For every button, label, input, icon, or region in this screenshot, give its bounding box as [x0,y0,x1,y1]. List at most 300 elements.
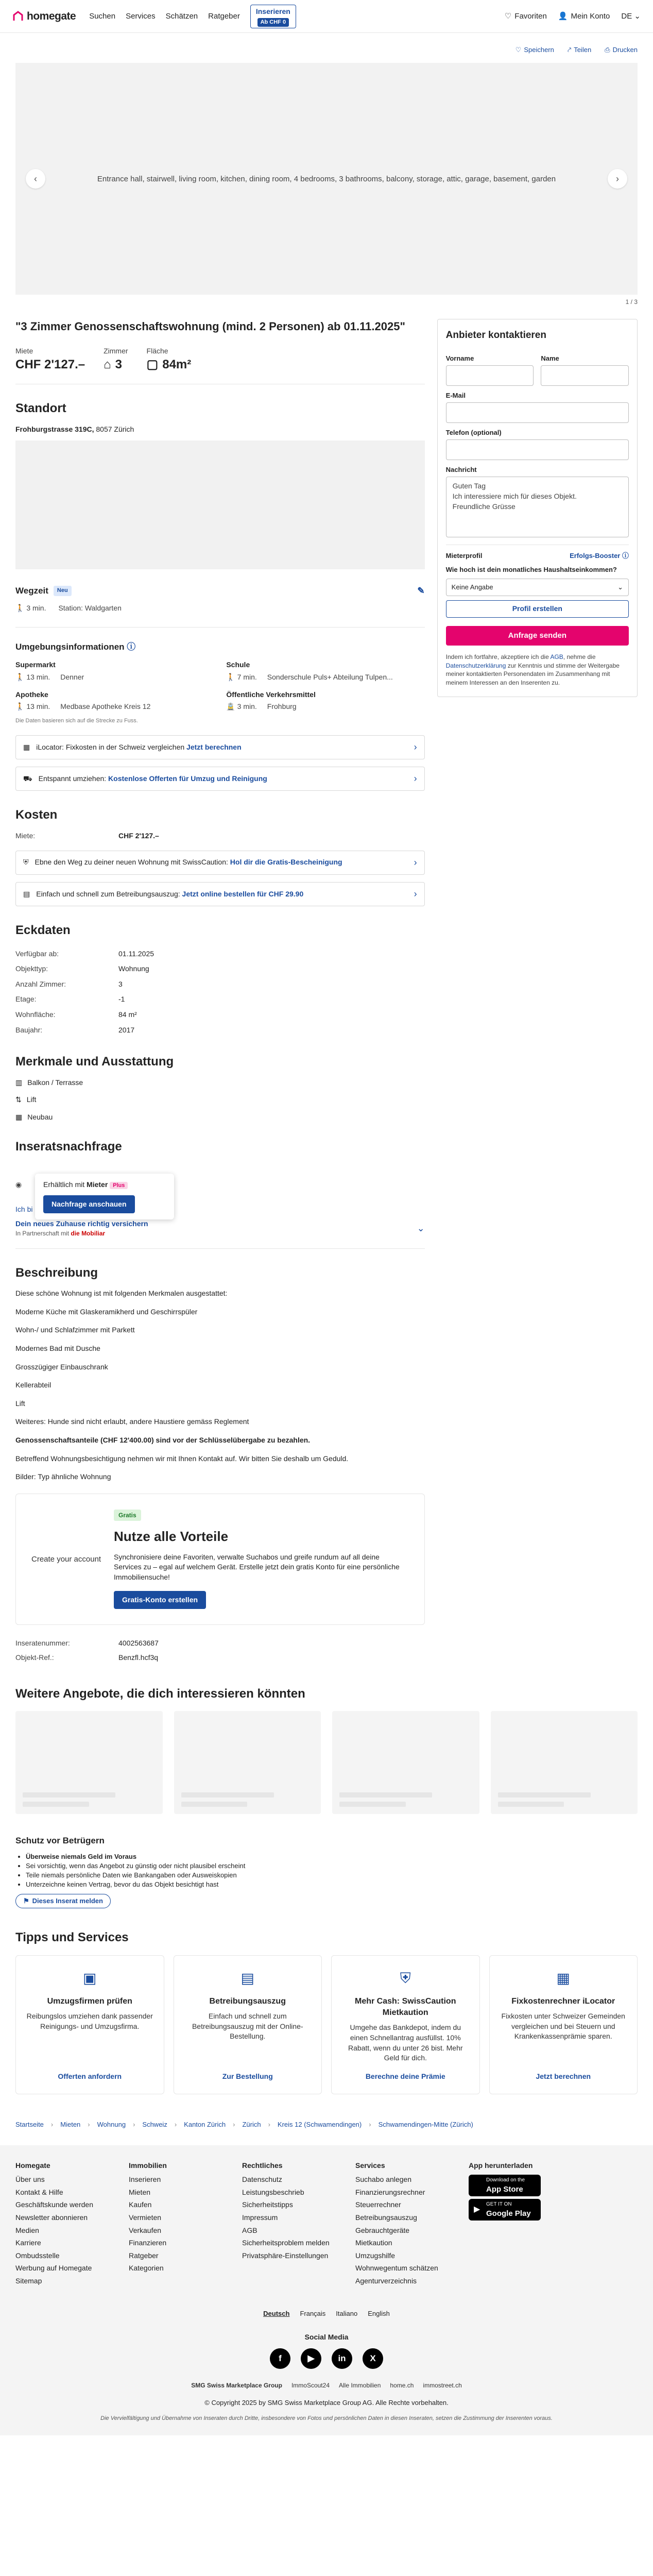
description-line: Grosszügiger Einbauschrank [15,1362,108,1371]
tip-text: Einfach und schnell zum Betreibungsauszug mit der Online-Bestellung. [192,2011,303,2041]
email-label: E-Mail [445,391,466,399]
env-time-value: 13 min. [26,672,50,681]
footer-col-heading: Immobilien [129,2161,167,2170]
env-item-time [15,672,50,683]
promo-link: Jetzt online bestellen für CHF 29.90 [182,889,304,898]
facts-row [15,946,425,962]
income-select[interactable] [446,579,629,596]
env-item [15,660,214,682]
mobiliar-sub-text: In Partnerschaft mit [15,1229,70,1237]
fraud-tip: • Unterzeichne keinen Vertrag, bevor du das Objekt besichtigt hast [26,1880,638,1889]
facts-table [15,946,425,1038]
breadcrumb-separator: › [369,2121,371,2129]
footer [0,2145,653,2435]
footer-link[interactable]: Karriere [15,2239,41,2247]
gallery-caption: Entrance hall, stairwell, living room, kitchen, dining room, 4 bedrooms, 3 bathrooms, balcony, storage, attic, garage, basement, garden [97,174,556,183]
env-time-value: 13 min. [26,702,50,711]
footer-link[interactable]: Inserieren [129,2175,161,2184]
promo-betreibung[interactable] [15,882,425,906]
lang-fr[interactable]: Français [300,2310,326,2318]
lang-en[interactable]: English [368,2310,390,2318]
promo-text [39,774,267,784]
listing-title: "3 Zimmer Genossenschaftswohnung (mind. 2 Personen) ab 01.11.2025" [15,319,405,333]
inquiry-popover [35,1174,174,1219]
chevron-left-icon: ‹ [34,173,37,184]
tips-heading: Tipps und Services [15,1930,129,1944]
booster-link[interactable] [570,551,629,561]
breadcrumb-separator: › [133,2121,135,2129]
description-line: Weiteres: Hunde sind nicht erlaubt, andere Haustiere gemäss Reglement [15,1417,249,1426]
footer-col-apps [469,2161,561,2289]
footer-col-homegate [15,2161,108,2289]
description [15,1289,425,1482]
content-wrapper [0,307,653,1665]
promo-text-main: Einfach und schnell zum Betreibungsauszug: [36,889,180,898]
tip-card [331,1955,480,2094]
linkedin-icon[interactable]: in [332,2348,352,2369]
app-store-big: App Store [486,2184,523,2194]
env-item [15,690,214,712]
feature-item [15,1112,425,1123]
share-button[interactable] [568,45,591,55]
footer-link[interactable]: Umzugshilfe [355,2251,396,2260]
env-item-place: Medbase Apotheke Kreis 12 [60,702,151,711]
share-label: Teilen [574,46,592,54]
location-heading: Standort [15,401,66,415]
fraud-tip: • Sei vorsichtig, wenn das Angebot zu günstig oder nicht plausibel erscheint [26,1861,638,1871]
partner-link[interactable]: immostreet.ch [423,2382,462,2389]
walking-icon: 🚶 [15,672,25,681]
side-column [437,319,638,1665]
more-offers-heading: Weitere Angebote, die dich interessieren könnten [15,1687,305,1701]
station-name: Station: Waldgarten [58,603,122,612]
description-line: Modernes Bad mit Dusche [15,1344,100,1352]
fact-value: Wohnung [118,964,149,973]
fraud-tip: • Überweise niemals Geld im Voraus [26,1852,638,1861]
inserieren-button[interactable] [250,5,296,28]
consent-part: , nehme die [563,653,596,660]
env-item-place: Denner [60,672,84,681]
tip-text: Reibungslos umziehen dank passender Reinigungs- und Umzugsfirma. [26,2011,153,2030]
image-gallery[interactable] [15,63,638,295]
favorites-link[interactable] [505,11,547,22]
tip-link[interactable]: Offerten anfordern [58,2072,122,2080]
name-fields [446,349,629,386]
rent-label: Miete [15,346,33,355]
breadcrumb-separator: › [174,2121,177,2129]
more-offers-section [0,1685,653,2094]
chevron-right-icon: › [414,742,417,753]
footer-col-heading: Rechtliches [242,2161,283,2170]
wegzeit-header [15,585,425,597]
wegzeit-title: Wegzeit [15,586,48,596]
footer-col-heading: Services [355,2161,385,2170]
youtube-icon[interactable]: ▶ [301,2348,321,2369]
breadcrumb-item[interactable]: Schwamendingen-Mitte (Zürich) [378,2121,473,2129]
env-time-value: 3 min. [237,702,257,711]
env-item-title: Apotheke [15,690,48,699]
fact-label: Verfügbar ab: [15,949,59,958]
walk-time-value: 3 min. [26,603,46,612]
truck-icon: ⛟ [23,774,32,783]
promo-text [36,742,241,753]
fraud-heading: Schutz vor Betrügern [15,1836,105,1846]
breadcrumb-item[interactable]: Mieten [60,2121,81,2129]
eye-icon: ◉ [15,1180,22,1189]
nav-services[interactable]: Services [126,12,156,21]
calculator-icon: ▦ [556,1970,570,1987]
rooms-fact [104,346,128,374]
more-offers-cards [15,1711,638,1814]
contact-heading: Anbieter kontaktieren [445,329,546,341]
fact-value: 01.11.2025 [118,949,154,958]
play-small: GET IT ON [486,2201,512,2207]
view-inquiry-button[interactable]: Nachfrage anschauen [43,1195,135,1214]
tip-card [15,1955,164,2094]
footer-link[interactable]: Verkaufen [129,2226,162,2234]
footer-col-heading: Homegate [15,2161,50,2170]
gallery-next-button[interactable] [608,169,627,189]
nav-ratgeber[interactable]: Ratgeber [208,12,240,21]
promo-text [36,889,303,900]
footer-col-services [355,2161,448,2289]
partner-link[interactable]: home.ch [390,2382,414,2389]
id-value: 4002563687 [118,1639,159,1648]
account-promo-card [15,1494,425,1625]
tip-card [174,1955,322,2094]
lang-de[interactable]: Deutsch [263,2310,290,2318]
main-nav [89,5,296,28]
consent-part: Indem ich fortfahre, akzeptiere ich die [445,653,549,660]
facebook-icon[interactable]: f [270,2348,290,2369]
env-item [226,690,424,712]
privacy-link[interactable]: Datenschutzerklärung [445,662,506,669]
rent-fact [15,346,85,374]
homegate-logo-icon [12,10,24,22]
gallery-prev-button[interactable] [26,169,45,189]
consent-part: zur Kenntnis und stimme der Weitergabe meiner kontaktierten Personendaten im Zusammenhang mit meinem Interessen an den Inserenten zu. [445,662,620,687]
footer-col-immobilien [129,2161,221,2289]
shield-icon: ⛨ [23,858,29,867]
print-label: Drucken [612,46,638,54]
edit-icon[interactable]: ✎ [417,586,425,596]
lastname-label: Name [541,354,559,362]
address-city: 8057 Zürich [96,425,134,433]
environment-heading-text: Umgebungsinformationen [15,641,125,652]
tip-link[interactable]: Zur Bestellung [222,2072,273,2080]
walk-time [15,603,46,614]
promo-link: Kostenlose Offerten für Umzug und Reinigung [108,774,267,783]
footer-link[interactable]: Mieten [129,2188,151,2196]
document-icon: ▤ [240,1970,254,1987]
walking-icon: 🚶 [226,672,235,681]
fact-value: 84 m² [118,1010,137,1019]
description-line: Bilder: Typ ähnliche Wohnung [15,1472,111,1481]
offer-card-placeholder[interactable] [491,1711,638,1814]
agb-link[interactable]: AGB [550,653,563,660]
offer-card-placeholder[interactable] [174,1711,321,1814]
environment-grid [15,660,425,711]
footer-link[interactable]: Ratgeber [129,2251,159,2260]
fact-label: Objekttyp: [15,964,48,973]
offer-card-placeholder[interactable] [332,1711,479,1814]
footer-link[interactable]: Finanzieren [129,2239,167,2247]
building-icon: ▦ [15,1112,23,1121]
footer-link[interactable]: Impressum [242,2213,278,2222]
env-item-time [15,702,50,712]
nav-suchen[interactable]: Suchen [89,12,116,21]
footer-link[interactable]: Kontakt & Hilfe [15,2188,63,2196]
footer-columns [15,2161,638,2289]
footer-link[interactable]: Geschäftskunde werden [15,2200,93,2209]
footer-link[interactable]: Wohnwegentum schätzen [355,2264,438,2273]
footer-link[interactable]: Vermieten [129,2213,162,2222]
footer-link[interactable]: Datenschutz [242,2175,282,2184]
account-promo-left: Create your account [31,1554,101,1564]
report-label: Dieses Inserat melden [32,1896,103,1905]
save-button[interactable] [515,45,554,55]
popover-text: Erhältlich mit [43,1180,85,1189]
footer-link[interactable]: Leistungsbeschrieb [242,2188,304,2196]
phone-field[interactable] [446,439,629,460]
promo-link: Hol dir die Gratis-Bescheinigung [230,858,342,867]
fact-label: Anzahl Zimmer: [15,979,66,988]
account-label: Mein Konto [571,12,610,21]
tip-text: Umgehe das Bankdepot, indem du einen Schnellantrag ausfüllst. 10% Rabatt, wenn du unter 26 bist. Mehr Geld für dich. [348,2023,463,2062]
partner-links [15,2381,638,2390]
description-line: Betreffend Wohnungsbesichtigung nehmen wir mit Ihnen Kontakt auf. Wir bitten Sie deshalb um Geduld. [15,1454,349,1463]
print-button[interactable] [605,45,638,55]
footer-link[interactable]: Kaufen [129,2200,152,2209]
breadcrumb-separator: › [50,2121,54,2129]
promo-ilocator[interactable] [15,735,425,759]
info-icon: ⓘ [622,552,629,560]
save-label: Speichern [524,46,554,54]
footer-link[interactable]: Newsletter abonnieren [15,2213,88,2222]
promo-text-main: Entspannt umziehen: [38,774,107,783]
address-street: Frohburgstrasse 319C, [15,425,94,433]
fraud-protection [15,1835,638,1908]
breadcrumb-separator: › [268,2121,270,2129]
footer-link[interactable]: AGB [242,2226,257,2234]
partner-link[interactable]: ImmoScout24 [291,2382,330,2389]
chevron-down-icon: ⌄ [417,1223,425,1233]
balcony-icon: ▥ [15,1078,23,1087]
description-line: Kellerabteil [15,1381,51,1389]
popover-brand: Mieter [87,1180,108,1189]
footer-link[interactable]: Mietkaution [355,2239,392,2247]
x-twitter-icon[interactable]: X [363,2348,383,2369]
tip-title: Betreibungsauszug [209,1996,286,2006]
fact-value: 3 [118,979,123,988]
report-listing-button[interactable] [15,1894,111,1908]
footer-link[interactable]: Finanzierungsrechner [355,2188,425,2196]
area-fact [147,346,192,374]
footer-link[interactable]: Kategorien [129,2264,164,2273]
description-heading: Beschreibung [15,1265,98,1280]
disclaimer: Die Vervielfältigung und Übernahme von Inseraten durch Dritte, insbesondere von Fotos und persönlichen Daten in diesen Inseraten, setzen die Zustimmung der Inserenten voraus. [100,2415,553,2422]
description-line: Wohn-/ und Schlafzimmer mit Parkett [15,1326,135,1334]
footer-link[interactable]: Medien [15,2226,39,2234]
footer-link[interactable]: Suchabo anlegen [355,2175,411,2184]
gratis-badge: Gratis [114,1510,141,1521]
mobiliar-sub [15,1229,148,1238]
share-icon: ⤤ [567,46,572,54]
feature-item [15,1095,425,1105]
breadcrumb-item[interactable]: Startseite [15,2121,44,2129]
contact-form [437,319,638,697]
inserieren-label: Inserieren [255,7,290,15]
footer-link[interactable]: Steuerrechner [355,2200,401,2209]
listing-id-row [15,1651,425,1665]
nav-schaetzen[interactable]: Schätzen [165,12,198,21]
eckdaten-heading: Eckdaten [15,923,71,938]
promo-text [35,857,342,868]
feature-label: Balkon / Terrasse [27,1078,83,1087]
main-column [15,319,425,1665]
breadcrumb-separator: › [233,2121,235,2129]
map[interactable] [15,440,425,569]
account-link[interactable] [558,11,610,22]
logo-text: homegate [27,10,76,22]
language-switcher [15,2309,638,2318]
consent-text [446,653,629,687]
moving-box-icon: ▣ [83,1970,97,1987]
promo-link: Jetzt berechnen [186,742,242,751]
lastname-field[interactable] [541,365,629,386]
costs-label: Miete: [15,832,36,840]
env-time-value: 7 min. [237,672,257,681]
homegate-logo[interactable] [12,9,76,24]
tenant-profile-title: Mieterprofil [445,552,483,560]
breadcrumb-item[interactable]: Schweiz [142,2121,167,2129]
firstname-field[interactable] [446,365,534,386]
walking-icon: 🚶 [15,702,25,711]
fraud-tip: • Teile niemals persönliche Daten wie Bankangaben oder Ausweiskopien [26,1871,638,1880]
promo-swisscaution[interactable] [15,851,425,875]
offer-card-placeholder[interactable] [15,1711,163,1814]
door-icon: ⌂ [104,358,111,372]
listing-actions [0,33,653,63]
footer-link[interactable]: Agenturverzeichnis [355,2276,417,2285]
lang-it[interactable]: Italiano [336,2310,358,2318]
feature-label: Neubau [27,1112,53,1121]
breadcrumb-separator: › [88,2121,90,2129]
id-label: Inseratenummer: [15,1639,70,1648]
costs-row [15,831,425,841]
promo-text-main: iLocator: Fixkosten in der Schweiz vergleichen [36,742,185,751]
key-facts [15,346,425,384]
breadcrumb-item[interactable]: Kreis 12 (Schwamendingen) [277,2121,362,2129]
footer-link[interactable]: Betreibungsauszug [355,2213,417,2222]
breadcrumb [0,2120,653,2129]
top-header [0,0,653,33]
chevron-right-icon: › [414,773,417,784]
play-icon: ▶ [474,2205,480,2214]
chevron-right-icon: › [414,888,417,899]
feature-item [15,1078,425,1088]
footer-link[interactable]: Werbung auf Homegate [15,2264,92,2273]
app-store-button[interactable] [469,2175,541,2196]
tip-title: Mehr Cash: SwissCaution Mietkaution [355,1996,456,2017]
fact-label: Wohnfläche: [15,1010,56,1019]
costs-heading: Kosten [15,808,58,822]
chevron-down-icon: ⌄ [634,12,641,21]
new-badge: Neu [54,586,72,596]
partner-link[interactable]: Alle Immobilien [339,2382,381,2389]
email-field[interactable] [446,402,629,423]
chevron-down-icon: ⌄ [617,583,623,591]
fact-value: -1 [118,995,125,1004]
facts-row [15,961,425,977]
income-question: Wie hoch ist dein monatliches Haushaltseinkommen? [445,565,617,573]
env-item [226,660,424,682]
footer-col-rechtliches [242,2161,335,2289]
info-icon[interactable]: ⓘ [127,641,136,652]
env-item-place: Sonderschule Puls+ Abteilung Tulpen... [267,672,393,681]
send-inquiry-button[interactable]: Anfrage senden [446,626,629,646]
env-item-time [226,702,256,712]
env-item-title: Supermarkt [15,660,56,669]
social-icons [15,2348,638,2369]
promo-moving[interactable] [15,767,425,791]
facts-row [15,1023,425,1038]
smg-label: SMG Swiss Marketplace Group [191,2382,282,2389]
footer-link[interactable]: Privatsphäre-Einstellungen [242,2251,329,2260]
gallery-counter: 1 / 3 [625,298,638,306]
breadcrumb-item[interactable]: Zürich [242,2121,261,2129]
create-account-button[interactable]: Gratis-Konto erstellen [114,1591,206,1609]
breadcrumb-item[interactable]: Kanton Zürich [184,2121,226,2129]
footer-link[interactable]: Sicherheitsproblem melden [242,2239,330,2247]
language-selector[interactable] [621,11,641,22]
promo-text-main: Ebne den Weg zu deiner neuen Wohnung mit SwissCaution: [35,858,228,867]
footer-link[interactable]: Sitemap [15,2276,42,2285]
breadcrumb-item[interactable]: Wohnung [97,2121,126,2129]
tip-link[interactable]: Jetzt berechnen [536,2072,591,2080]
footer-link[interactable]: Ombudsstelle [15,2251,60,2260]
firstname-label: Vorname [445,354,474,362]
tenant-profile [446,545,629,617]
footer-link[interactable]: Über uns [15,2175,45,2184]
wegzeit-info [15,603,425,628]
tip-link[interactable]: Berechne deine Prämie [365,2072,445,2080]
fact-label: Baujahr: [15,1025,43,1034]
google-play-button[interactable] [469,2199,541,2221]
features-heading: Merkmale und Ausstattung [15,1055,174,1069]
id-value: Benzfl.hcf3q [118,1653,159,1662]
rooms-value: 3 [115,358,122,372]
phone-label: Telefon (optional) [445,428,502,436]
tip-card [489,1955,638,2094]
message-label: Nachricht [445,466,477,474]
rooms-label: Zimmer [104,346,128,355]
env-item-time [226,672,256,683]
shield-icon: ⛨ [400,1970,411,1987]
plus-badge: Plus [110,1182,128,1189]
create-profile-button[interactable]: Profil erstellen [446,600,629,618]
chevron-right-icon: › [616,173,619,184]
footer-link[interactable]: Sicherheitstipps [242,2200,293,2209]
popover-label [43,1180,166,1190]
costs-value: CHF 2'127.– [118,832,159,840]
rent-value: CHF 2'127.– [15,358,85,372]
footer-link[interactable]: Gebrauchtgeräte [355,2226,410,2234]
account-promo-right [114,1510,409,1609]
message-field[interactable]: Guten Tag Ich interessiere mich für dieses Objekt. Freundliche Grüsse [446,477,629,537]
heart-icon: ♡ [504,12,512,21]
inserieren-price-badge: Ab CHF 0 [257,18,289,27]
